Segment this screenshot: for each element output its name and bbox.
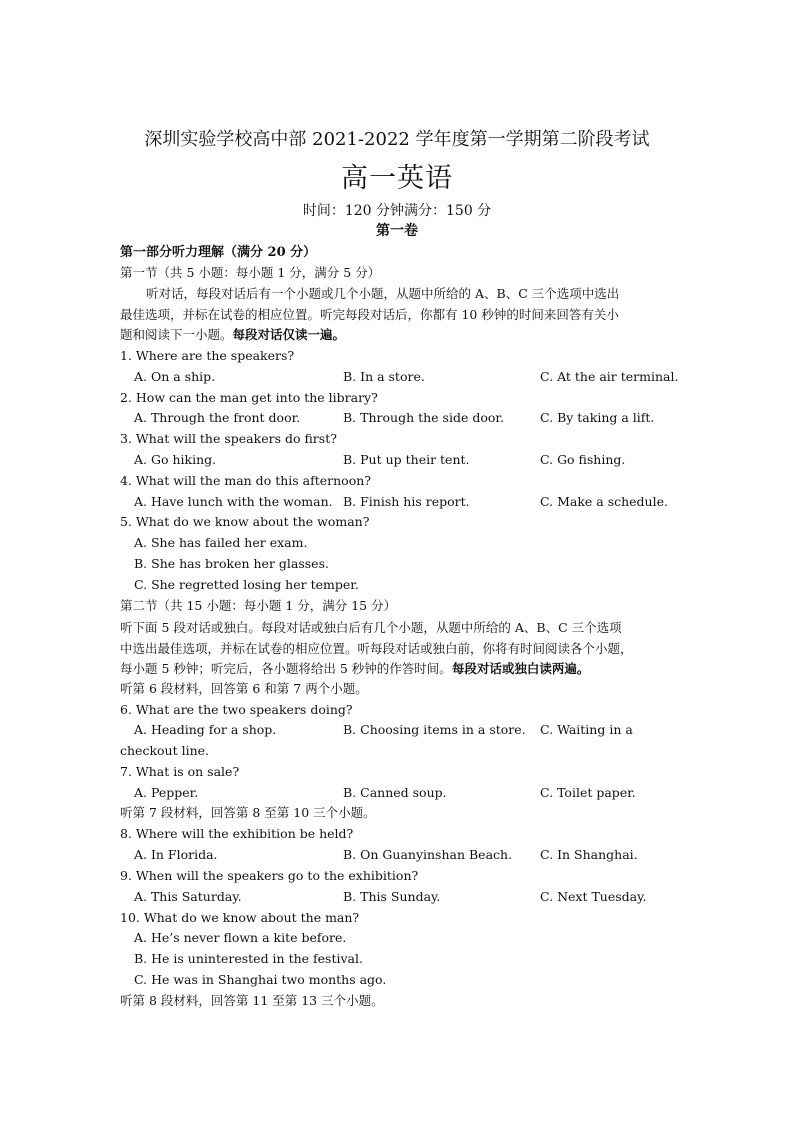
option-a[interactable]: A. Through the front door. [134,410,301,425]
option-c[interactable]: C. Make a schedule. [540,494,668,509]
material-note: 听第 7 段材料，回答第 8 至第 10 三个小题。 [120,805,376,820]
option-a[interactable]: A. On a ship. [134,369,216,384]
instr-line [120,659,680,680]
section2-heading: 第二节（共 15 小题：每小题 1 分，满分 15 分） [120,598,397,613]
question-stem: 7. What is on sale? [120,764,240,779]
instr-emphasis: 每段对话仅读一遍。 [232,327,346,342]
instr-line: 最佳选项，并标在试卷的相应位置。听完每段对话后，你都有 10 秒钟的时间来回答有关小 [120,306,619,322]
option-b[interactable]: B. Through the side door. [343,410,504,425]
option-a[interactable]: A. She has failed her exam. [134,535,308,550]
volume-title: 第一卷 [376,223,418,239]
question-stem: 2. How can the man get into the library? [120,390,378,405]
option-a[interactable]: A. This Saturday. [134,889,242,904]
option-b[interactable]: B. Canned soup. [343,785,447,800]
option-b[interactable]: B. Finish his report. [343,494,470,509]
question-stem: 4. What will the man do this afternoon? [120,473,371,488]
material-note: 听第 8 段材料，回答第 11 至第 13 三个小题。 [120,993,384,1008]
option-c-continuation: checkout line. [120,743,210,758]
section1-instructions [120,284,680,346]
time-info: 时间：120 分钟满分：150 分 [302,203,492,219]
option-a[interactable]: A. Pepper. [134,785,199,800]
option-c[interactable]: C. Go fishing. [540,452,626,467]
option-b[interactable]: B. On Guanyinshan Beach. [343,847,513,862]
instr-emphasis: 每段对话或独白读两遍。 [451,661,590,676]
instr-line: 听下面 5 段对话或独白。每段对话或独白后有几个小题，从题中所给的 A、B、C 三个选项 [120,620,622,635]
question-stem: 1. Where are the speakers? [120,348,295,363]
option-c[interactable]: C. By taking a lift. [540,410,655,425]
subject-title: 高一英语 [341,163,453,194]
question-stem: 3. What will the speakers do first? [120,431,337,446]
question-stem: 10. What do we know about the man? [120,910,360,925]
option-b[interactable]: B. He is uninterested in the festival. [134,951,363,966]
option-a[interactable]: A. Have lunch with the woman. [134,494,333,509]
question-stem: 5. What do we know about the woman? [120,514,370,529]
instr-text: 每小题 5 秒钟；听完后，各小题将给出 5 秒钟的作答时间。 [120,661,452,676]
instr-line [120,325,680,346]
question-stem: 6. What are the two speakers doing? [120,702,353,717]
instr-line: 中选出最佳选项，并标在试卷的相应位置。听每段对话或独白前，你将有时间阅读各个小题， [120,640,633,656]
part1-title: 第一部分听力理解（满分 20 分） [120,245,317,260]
option-c[interactable]: C. She regretted losing her temper. [134,577,359,592]
option-c[interactable]: C. Toilet paper. [540,785,636,800]
question-stem: 9. When will the speakers go to the exhibition? [120,868,419,883]
section2-instructions [120,618,680,680]
instr-line: 听对话，每段对话后有一个小题或几个小题，从题中所给的 A、B、C 三个选项中选出 [146,286,620,301]
option-a[interactable]: A. Go hiking. [134,452,217,467]
question-stem: 8. Where will the exhibition be held? [120,826,354,841]
option-b[interactable]: B. Put up their tent. [343,452,470,467]
option-b[interactable]: B. In a store. [343,369,425,384]
option-c[interactable]: C. In Shanghai. [540,847,638,862]
option-a[interactable]: A. In Florida. [134,847,218,862]
material-note: 听第 6 段材料，回答第 6 和第 7 两个小题。 [120,681,368,696]
option-b[interactable]: B. Choosing items in a store. [343,722,526,737]
school-title: 深圳实验学校高中部 2021-2022 学年度第一学期第二阶段考试 [144,129,650,150]
option-b[interactable]: B. She has broken her glasses. [134,556,329,571]
option-c[interactable]: C. Next Tuesday. [540,889,647,904]
option-b[interactable]: B. This Sunday. [343,889,441,904]
option-a[interactable]: A. He’s never flown a kite before. [134,930,347,945]
option-c[interactable]: C. At the air terminal. [540,369,679,384]
option-a[interactable]: A. Heading for a shop. [134,722,277,737]
option-c[interactable]: C. He was in Shanghai two months ago. [134,972,387,987]
section1-heading: 第一节（共 5 小题：每小题 1 分，满分 5 分） [120,265,381,280]
instr-text: 题和阅读下一小题。 [120,327,233,342]
option-c[interactable]: C. Waiting in a [540,722,633,737]
